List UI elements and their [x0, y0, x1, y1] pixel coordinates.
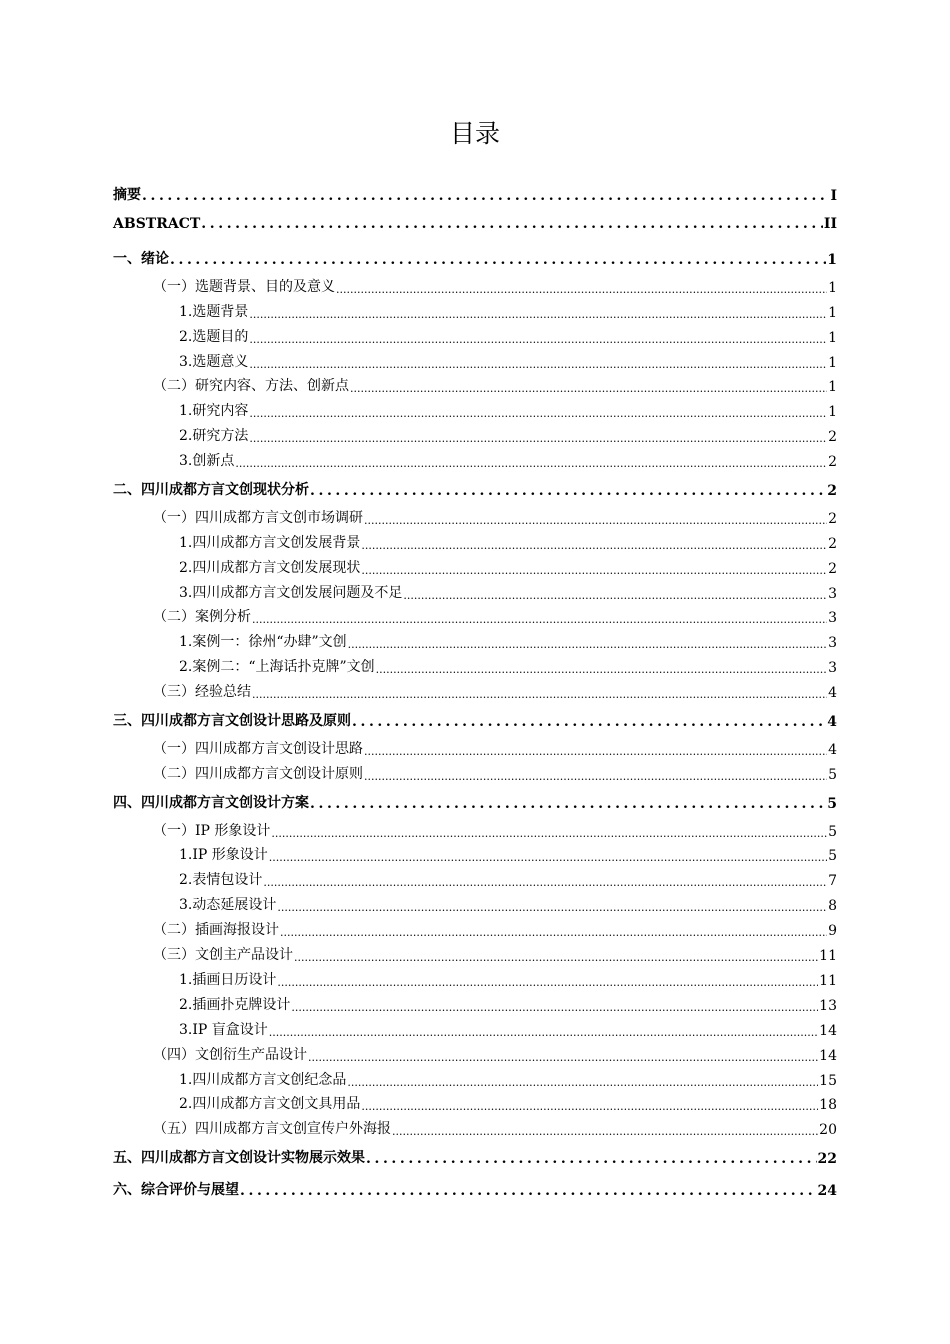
- dot-leader: [249, 432, 827, 445]
- toc-entry[interactable]: [153, 820, 837, 840]
- toc-entry-label: （二）四川成都方言文创设计原则: [153, 766, 363, 782]
- toc-entry-page-number: 1: [828, 355, 837, 371]
- toc-entry-label: 1.四川成都方言文创纪念品: [179, 1072, 347, 1088]
- toc-entry[interactable]: [153, 919, 837, 939]
- toc-entry-page-number: 2: [828, 536, 837, 552]
- toc-entry-label: 3.选题意义: [179, 354, 249, 370]
- toc-entry[interactable]: [179, 969, 837, 989]
- toc-entry[interactable]: [113, 1179, 837, 1199]
- dot-leader: [277, 976, 818, 989]
- toc-entry-page-number: 3: [828, 586, 837, 602]
- toc-entry-page-number: 2: [828, 429, 837, 445]
- toc-entry[interactable]: [153, 944, 837, 964]
- toc-entry-page-number: 15: [819, 1073, 837, 1089]
- toc-entry-page-number: 4: [828, 742, 837, 758]
- toc-entry-number: 四、: [113, 795, 141, 811]
- toc-entry-page-number: 2: [828, 561, 837, 577]
- toc-entry-page-number: 1: [828, 379, 837, 395]
- toc-entry[interactable]: [153, 681, 837, 701]
- toc-entry[interactable]: [179, 557, 837, 577]
- toc-entry-label: 2.四川成都方言文创发展现状: [179, 560, 361, 576]
- toc-entry-label: 3.创新点: [179, 453, 235, 469]
- toc-entry[interactable]: [179, 844, 837, 864]
- dot-leader: [235, 457, 827, 470]
- toc-entry-page-number: 20: [819, 1122, 837, 1138]
- toc-entry[interactable]: [113, 710, 837, 730]
- toc-entry[interactable]: [179, 1093, 837, 1113]
- dot-leader: [336, 283, 827, 296]
- dot-leader: [350, 382, 827, 395]
- toc-entry[interactable]: [153, 763, 837, 783]
- toc-entry[interactable]: [179, 994, 837, 1014]
- toc-entry-label: 2.案例二：“上海话扑克牌”文创: [179, 659, 375, 675]
- dot-leader: [249, 308, 827, 321]
- toc-entry-page-number: 14: [819, 1023, 837, 1039]
- dot-leader: [366, 1151, 817, 1167]
- toc-entry-page-number: 5: [827, 796, 837, 812]
- dot-leader: [310, 796, 826, 812]
- dot-leader: [201, 216, 823, 232]
- toc-entry-label: ABSTRACT: [113, 216, 201, 232]
- toc-entry-number: 一、: [113, 251, 141, 267]
- toc-entry[interactable]: [179, 532, 837, 552]
- dot-leader: [269, 1026, 818, 1039]
- toc-entry[interactable]: [179, 656, 837, 676]
- dot-leader: [249, 407, 827, 420]
- toc-entry-page-number: 2: [828, 511, 837, 527]
- toc-entry-page-number: 18: [819, 1097, 837, 1113]
- toc-entry-label: 1.研究内容: [179, 403, 249, 419]
- toc-entry-page-number: 8: [828, 898, 837, 914]
- dot-leader: [249, 358, 827, 371]
- toc-entry-page-number: 11: [819, 948, 837, 964]
- toc-entry-page-number: 1: [828, 280, 837, 296]
- dot-leader: [364, 770, 827, 783]
- dot-leader: [142, 188, 829, 204]
- toc-entry-label: 摘要: [113, 187, 141, 203]
- toc-entry-page-number: 2: [828, 454, 837, 470]
- toc-entry-label: （一）四川成都方言文创市场调研: [153, 510, 363, 526]
- toc-entry-label: 2.四川成都方言文创文具用品: [179, 1096, 361, 1112]
- toc-entry[interactable]: [113, 184, 837, 204]
- toc-entry[interactable]: [179, 582, 837, 602]
- dot-leader: [280, 926, 827, 939]
- toc-entry[interactable]: [153, 738, 837, 758]
- toc-entry-label: （二）研究内容、方法、创新点: [153, 378, 349, 394]
- dot-leader: [376, 663, 827, 676]
- dot-leader: [364, 514, 827, 527]
- toc-entry-number: 二、: [113, 482, 141, 498]
- toc-entry-label: 1.案例一：徐州“办肆”文创: [179, 634, 347, 650]
- toc-entry-label: （三）文创主产品设计: [153, 947, 293, 963]
- toc-entry-label: 四川成都方言文创现状分析: [141, 482, 309, 498]
- toc-entry-label: 四川成都方言文创设计思路及原则: [141, 713, 351, 729]
- dot-leader: [277, 901, 827, 914]
- toc-entry-page-number: 4: [828, 685, 837, 701]
- toc-entry-page-number: 5: [828, 767, 837, 783]
- toc-entry-page-number: 7: [828, 873, 837, 889]
- toc-entry[interactable]: [153, 375, 837, 395]
- toc-entry[interactable]: [153, 276, 837, 296]
- dot-leader: [352, 714, 826, 730]
- toc-entry-page-number: 1: [827, 252, 837, 268]
- dot-leader: [291, 1001, 818, 1014]
- dot-leader: [361, 564, 827, 577]
- dot-leader: [269, 851, 827, 864]
- toc-entry-label: （三）经验总结: [153, 684, 251, 700]
- toc-entry-label: （四）文创衍生产品设计: [153, 1047, 307, 1063]
- toc-entry[interactable]: [113, 479, 837, 499]
- toc-entry[interactable]: [113, 792, 837, 812]
- toc-entry-label: 3.四川成都方言文创发展问题及不足: [179, 585, 403, 601]
- toc-entry-page-number: 14: [819, 1048, 837, 1064]
- toc-entry[interactable]: [179, 869, 837, 889]
- toc-entry[interactable]: [179, 1069, 837, 1089]
- toc-entry-page-number: 4: [827, 714, 837, 730]
- toc-entry[interactable]: [113, 216, 837, 232]
- dot-leader: [310, 483, 826, 499]
- toc-entry[interactable]: [153, 1044, 837, 1064]
- toc-entry[interactable]: [179, 301, 837, 321]
- toc-entry-label: 四川成都方言文创设计方案: [141, 795, 309, 811]
- toc-entry-label: 2.研究方法: [179, 428, 249, 444]
- toc-entry-page-number: 2: [827, 483, 837, 499]
- toc-entry-label: （一）IP 形象设计: [153, 823, 271, 839]
- toc-entry-page-number: 13: [819, 998, 837, 1014]
- toc-entry-page-number: 11: [819, 973, 837, 989]
- toc-entry[interactable]: [179, 894, 837, 914]
- toc-entry[interactable]: [179, 1019, 837, 1039]
- dot-leader: [263, 876, 827, 889]
- toc-entry-page-number: 1: [828, 305, 837, 321]
- toc-entry-label: 2.插画扑克牌设计: [179, 997, 291, 1013]
- toc-entry-page-number: 1: [828, 330, 837, 346]
- toc-entry-label: 1.插画日历设计: [179, 972, 277, 988]
- dot-leader: [361, 1100, 818, 1113]
- toc-entry-label: （一）四川成都方言文创设计思路: [153, 741, 363, 757]
- dot-leader: [252, 688, 827, 701]
- toc-entry[interactable]: [153, 606, 837, 626]
- toc-entry-page-number: 1: [828, 404, 837, 420]
- toc-entry-page-number: II: [823, 216, 837, 232]
- toc-entry-label: （五）四川成都方言文创宣传户外海报: [153, 1121, 391, 1137]
- toc-entry-number: 六、: [113, 1182, 141, 1198]
- toc-entry-label: 2.表情包设计: [179, 872, 263, 888]
- toc-entry-label: （二）案例分析: [153, 609, 251, 625]
- dot-leader: [347, 1076, 818, 1089]
- toc-entry-label: 2.选题目的: [179, 329, 249, 345]
- toc-entry-page-number: 3: [828, 660, 837, 676]
- toc-entry-page-number: 9: [828, 923, 837, 939]
- toc-entry[interactable]: [113, 1147, 837, 1167]
- toc-entry-label: 3.IP 盲盒设计: [179, 1022, 268, 1038]
- toc-entry-number: 三、: [113, 713, 141, 729]
- toc-entry[interactable]: [179, 326, 837, 346]
- toc-entry-page-number: 22: [817, 1151, 837, 1167]
- dot-leader: [392, 1125, 818, 1138]
- toc-entry-label: （二）插画海报设计: [153, 922, 279, 938]
- toc-entry-page-number: 5: [828, 848, 837, 864]
- toc-entry-page-number: 5: [828, 824, 837, 840]
- toc-entry[interactable]: [113, 248, 837, 268]
- dot-leader: [364, 745, 827, 758]
- page-title: 目录: [449, 119, 500, 148]
- toc-entry-label: （一）选题背景、目的及意义: [153, 279, 335, 295]
- toc-entry-label: 1.选题背景: [179, 304, 249, 320]
- dot-leader: [249, 333, 827, 346]
- toc-entry-label: 绪论: [141, 251, 169, 267]
- dot-leader: [252, 613, 827, 626]
- toc-entry[interactable]: [179, 631, 837, 651]
- toc-entry-label: 四川成都方言文创设计实物展示效果: [141, 1150, 365, 1166]
- toc-entry[interactable]: [179, 351, 837, 371]
- toc-entry-page-number: 3: [828, 635, 837, 651]
- dot-leader: [271, 827, 827, 840]
- dot-leader: [294, 951, 818, 964]
- toc-entry-label: 1.四川成都方言文创发展背景: [179, 535, 361, 551]
- dot-leader: [403, 589, 827, 602]
- dot-leader: [308, 1051, 818, 1064]
- toc-entry-label: 综合评价与展望: [141, 1182, 239, 1198]
- toc-entry-page-number: 3: [828, 610, 837, 626]
- toc-entry-label: 1.IP 形象设计: [179, 847, 268, 863]
- toc-entry[interactable]: [153, 1118, 837, 1138]
- toc-entry[interactable]: [179, 400, 837, 420]
- dot-leader: [170, 252, 826, 268]
- dot-leader: [361, 539, 827, 552]
- toc-entry-number: 五、: [113, 1150, 141, 1166]
- toc-entry[interactable]: [153, 507, 837, 527]
- dot-leader: [348, 638, 827, 651]
- dot-leader: [240, 1183, 817, 1199]
- toc-entry-label: 3.动态延展设计: [179, 897, 277, 913]
- toc-entry-page-number: I: [830, 188, 837, 204]
- toc-entry[interactable]: [179, 425, 837, 445]
- toc-entry[interactable]: [179, 450, 837, 470]
- toc-entry-page-number: 24: [817, 1183, 837, 1199]
